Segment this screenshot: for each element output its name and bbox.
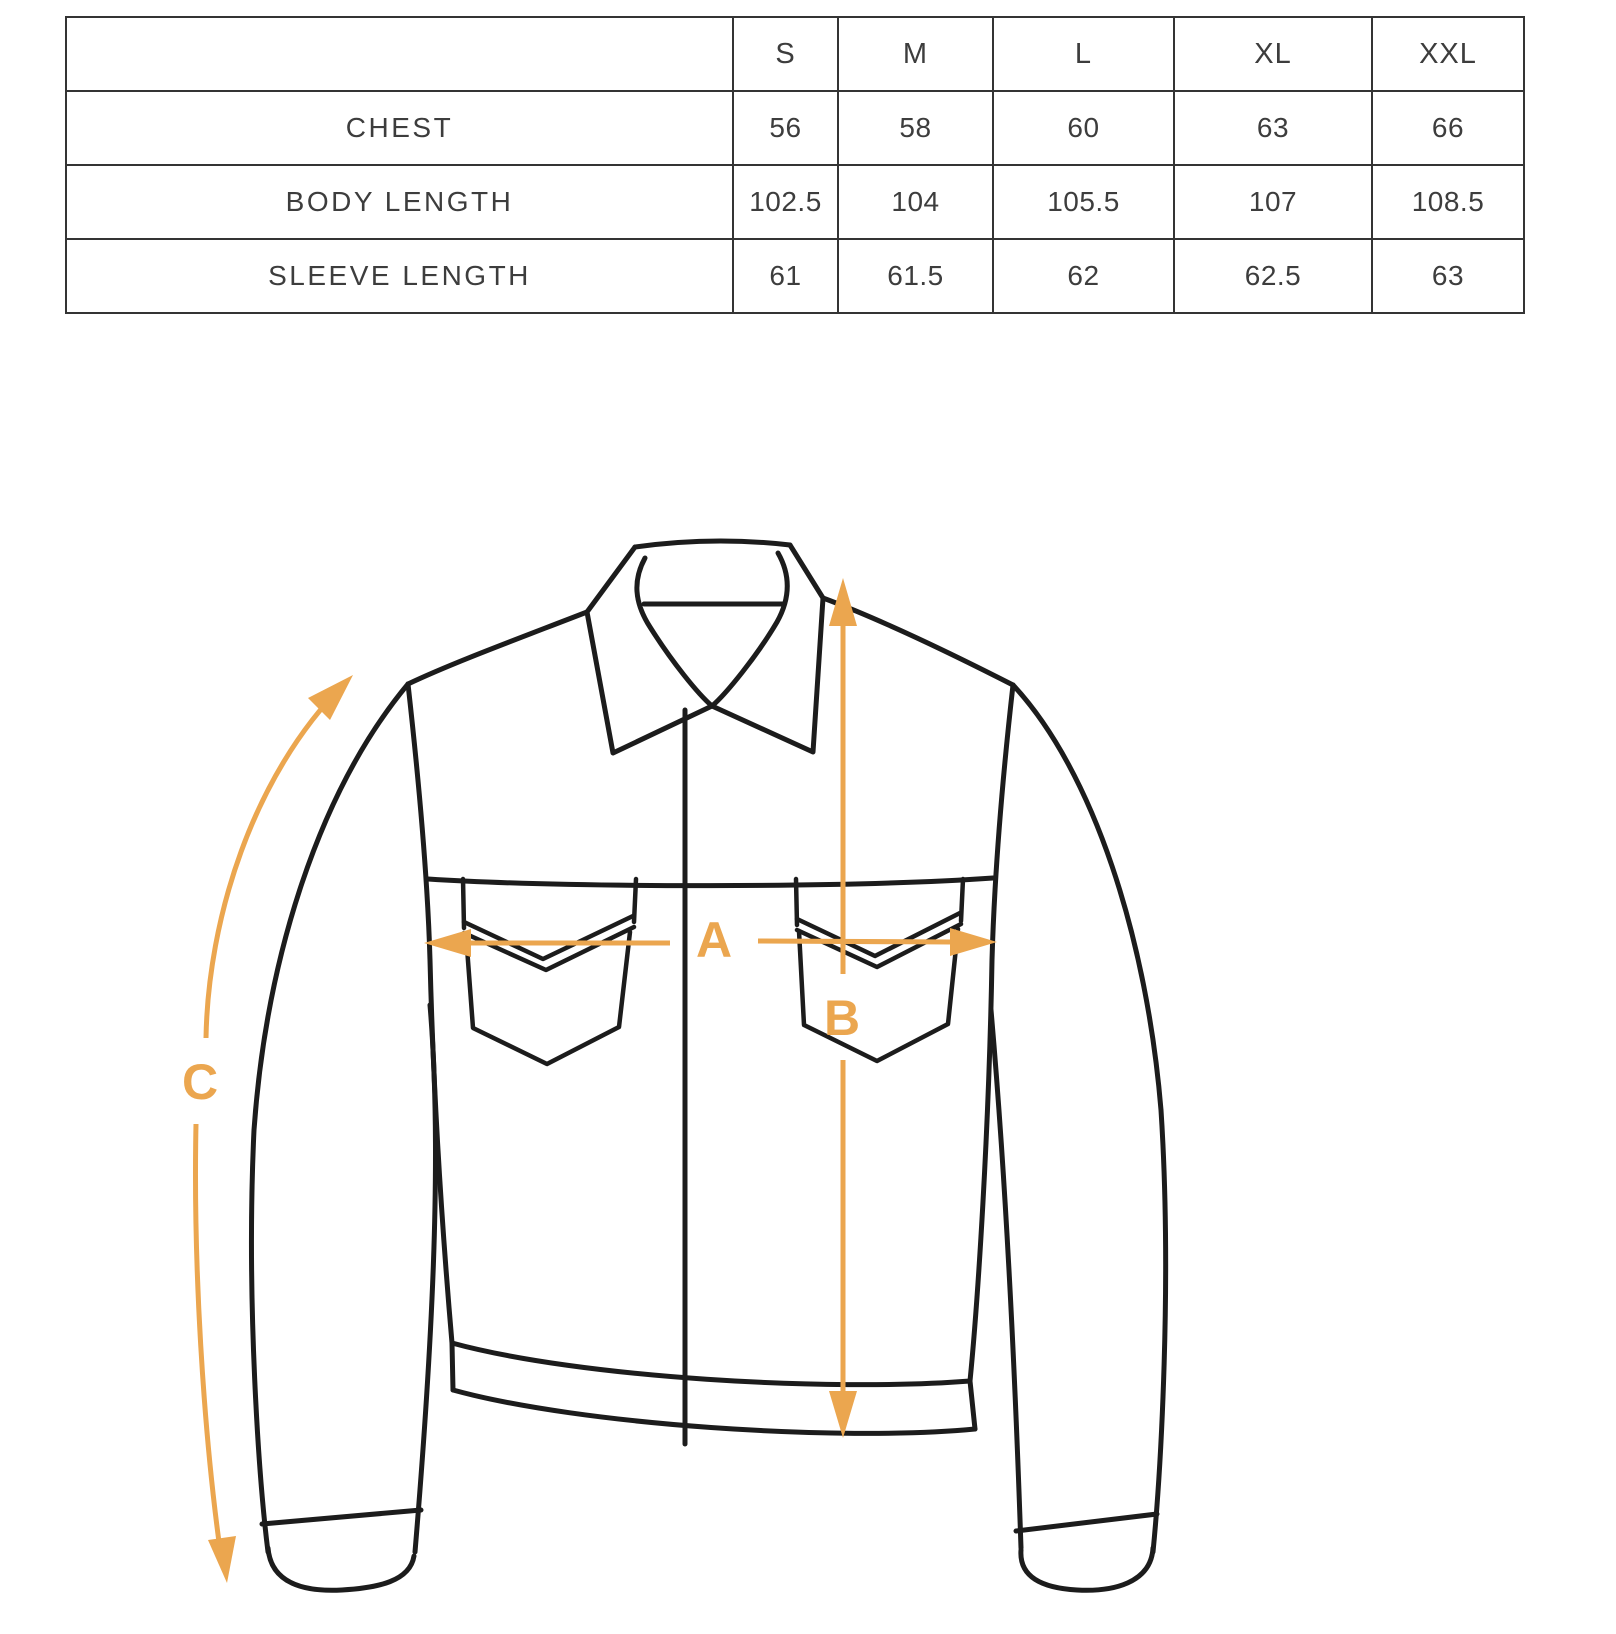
hem-band-left-edge	[452, 1343, 453, 1390]
chest-width-marker-label: A	[695, 912, 733, 968]
hem-band-bottom	[453, 1390, 975, 1433]
collar-inner-left	[637, 558, 712, 706]
hem-band-top	[452, 1343, 970, 1385]
size-column-header-m: M	[838, 17, 993, 91]
sleeve-length-arrowhead-bottom	[208, 1536, 236, 1583]
sleeve-length-arrow-lower-curve	[196, 1124, 219, 1542]
measurement-cell: 66	[1372, 91, 1524, 165]
right-pocket-bag	[799, 929, 958, 1061]
right-side-seam	[970, 685, 1013, 1381]
row-label-body-length: BODY LENGTH	[66, 165, 733, 239]
measurement-cell: 105.5	[993, 165, 1174, 239]
row-label-sleeve-length: SLEEVE LENGTH	[66, 239, 733, 313]
size-column-header-xl: XL	[1174, 17, 1372, 91]
collar-right-wing	[712, 545, 823, 752]
right-pocket-flap-upper	[797, 913, 960, 956]
measurement-cell: 108.5	[1372, 165, 1524, 239]
left-pocket-bag	[466, 932, 630, 1064]
collar-top-edge	[635, 541, 790, 547]
measurement-cell: 58	[838, 91, 993, 165]
measurement-cell: 63	[1174, 91, 1372, 165]
measurement-cell: 104	[838, 165, 993, 239]
left-cuff-top	[262, 1510, 421, 1524]
size-column-header-xxl: XXL	[1372, 17, 1524, 91]
measurement-cell: 56	[733, 91, 838, 165]
right-sleeve-outer	[1013, 685, 1166, 1552]
left-side-seam	[408, 684, 452, 1343]
right-sleeve-inner	[991, 1010, 1021, 1548]
chest-seam	[428, 878, 993, 886]
row-label-chest: CHEST	[66, 91, 733, 165]
right-cuff-top	[1016, 1514, 1157, 1531]
size-column-header-l: L	[993, 17, 1174, 91]
measurement-cell: 61	[733, 239, 838, 313]
measurement-cell: 107	[1174, 165, 1372, 239]
body-length-marker-label: B	[823, 990, 861, 1046]
chest-pockets	[463, 879, 963, 1064]
measurement-cell: 60	[993, 91, 1174, 165]
measurement-cell: 62.5	[1174, 239, 1372, 313]
collar-left-wing	[587, 547, 712, 753]
left-cuff-bottom	[268, 1548, 414, 1590]
left-sleeve-outer	[252, 684, 408, 1552]
chest-arrow-shaft-right	[758, 941, 950, 942]
jacket-outline	[252, 541, 1166, 1590]
right-cuff-bottom	[1021, 1548, 1153, 1590]
measurement-cell: 62	[993, 239, 1174, 313]
measurement-cell: 61.5	[838, 239, 993, 313]
sleeve-length-marker-label: C	[181, 1054, 219, 1110]
left-shoulder-seam	[408, 612, 587, 684]
measurement-cell: 63	[1372, 239, 1524, 313]
size-column-header-s: S	[733, 17, 838, 91]
hem-band-right-edge	[970, 1381, 975, 1429]
measurement-cell: 102.5	[733, 165, 838, 239]
collar-inner-right	[712, 553, 787, 706]
